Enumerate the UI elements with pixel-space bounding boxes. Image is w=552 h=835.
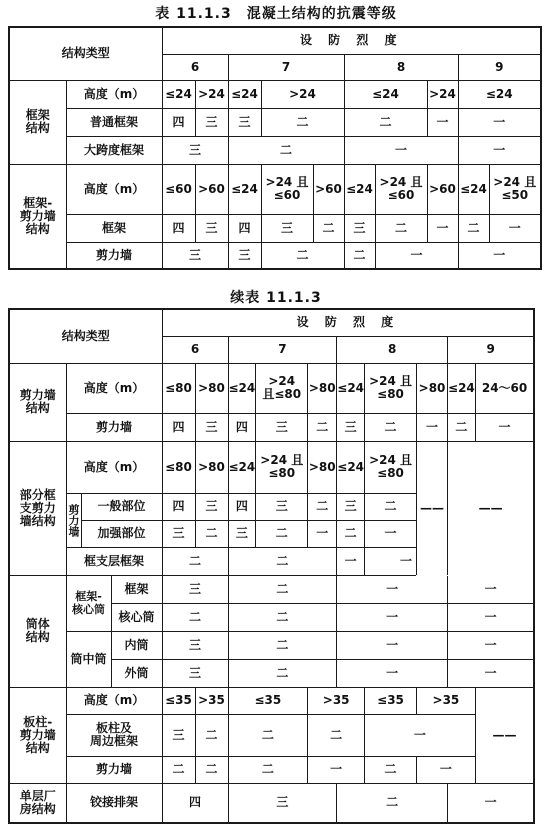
cell: 三 [228, 520, 256, 547]
degree-6: 6 [162, 336, 228, 363]
cell: 一 [365, 547, 448, 575]
row-label-general: 一般部位 [81, 493, 162, 520]
table1-title: 表 11.1.3 混凝土结构的抗震等级 [155, 6, 397, 22]
cell: ≤24 [337, 441, 365, 493]
cell: 一 [337, 603, 448, 631]
cell: 二 [344, 108, 427, 136]
dash-9: —— [475, 687, 534, 783]
cell: 三 [195, 108, 228, 136]
cell: 四 [162, 493, 195, 520]
cell: ≤24 [228, 441, 256, 493]
cell: 一 [375, 242, 458, 269]
cell: >24 且≤80 [256, 363, 308, 413]
cell: 二 [162, 756, 195, 783]
cell: 四 [162, 783, 228, 823]
row-label-height: 高度（m） [66, 80, 162, 108]
cell: ≤60 [162, 164, 195, 214]
cell: >24 且 ≤80 [256, 441, 308, 493]
label-frame-core: 框架- 核心筒 [66, 575, 111, 631]
group-tube: 筒体 结构 [9, 575, 66, 687]
cell: 二 [256, 520, 308, 547]
dash-9: —— [448, 441, 535, 575]
cell: >24 [261, 80, 344, 108]
cell: 二 [228, 756, 308, 783]
cell: 二 [228, 136, 344, 164]
cell: 二 [365, 413, 417, 441]
row-label-strengthened: 加强部位 [81, 520, 162, 547]
cell: 二 [195, 520, 228, 547]
row-label-shear-wall: 剪力墙 [66, 413, 162, 441]
degree-9: 9 [448, 336, 535, 363]
cell: 一 [337, 575, 448, 603]
cell: 一 [448, 575, 535, 603]
cell: >35 [195, 687, 228, 714]
dash-8: —— [417, 441, 448, 575]
row-label-frame: 框架 [111, 575, 162, 603]
cell: 三 [195, 214, 228, 242]
cell: 一 [489, 214, 541, 242]
cell: 三 [162, 714, 195, 756]
cell: 三 [337, 493, 365, 520]
row-label-hinged-bent: 铰接排架 [66, 783, 162, 823]
cell: 一 [448, 659, 535, 687]
cell: 二 [228, 547, 337, 575]
cell: ≤80 [162, 363, 195, 413]
cell: 二 [365, 493, 417, 520]
row-label-inner-tube: 内筒 [111, 631, 162, 659]
cell: 一 [475, 413, 534, 441]
cell: 一 [337, 547, 365, 575]
cell: >60 [427, 164, 458, 214]
cell: 二 [228, 659, 337, 687]
cell: ≤35 [162, 687, 195, 714]
cell: 一 [458, 108, 541, 136]
cell: 一 [308, 520, 337, 547]
cell: 三 [228, 242, 261, 269]
cell: 二 [195, 714, 228, 756]
row-label-slab-frame: 板柱及 周边框架 [66, 714, 162, 756]
cell: 二 [261, 108, 344, 136]
row-label-ordinary-frame: 普通框架 [66, 108, 162, 136]
cell: 一 [448, 603, 535, 631]
cell: ≤24 [344, 80, 427, 108]
header-intensity: 设 防 烈 度 [162, 309, 534, 336]
table2-title: 续表 11.1.3 [230, 290, 322, 306]
cell: >80 [195, 441, 228, 493]
cell: 一 [458, 242, 541, 269]
degree-7: 7 [228, 54, 344, 80]
cell: 二 [228, 714, 308, 756]
cell: 三 [195, 413, 228, 441]
cell: 24～60 [475, 363, 534, 413]
cell: 三 [162, 575, 228, 603]
cell: >24 且 ≤80 [365, 441, 417, 493]
cell: >24 且 ≤50 [489, 164, 541, 214]
cell: 四 [162, 108, 195, 136]
cell: 三 [162, 631, 228, 659]
cell: 二 [162, 547, 228, 575]
group-shear-wall-sub: 剪力墙 [66, 493, 81, 547]
cell: 一 [417, 413, 448, 441]
group-shear-wall: 剪力墙 结构 [9, 363, 66, 441]
cell: >60 [195, 164, 228, 214]
cell: 一 [337, 631, 448, 659]
cell: 二 [313, 214, 344, 242]
cell: >24 且 ≤60 [375, 164, 427, 214]
cell: ≤24 [162, 80, 195, 108]
cell: 一 [337, 659, 448, 687]
cell: 三 [261, 214, 313, 242]
cell: 四 [162, 214, 195, 242]
group-frame-wall: 框架- 剪力墙 结构 [9, 164, 66, 269]
row-label-height: 高度（m） [66, 363, 162, 413]
cell: 四 [228, 493, 256, 520]
cell: 二 [162, 603, 228, 631]
cell: 二 [308, 493, 337, 520]
group-slab-column: 板柱- 剪力墙 结构 [9, 687, 66, 783]
cell: ≤24 [228, 80, 261, 108]
cell: 一 [417, 756, 476, 783]
cell: 四 [228, 214, 261, 242]
cell: 一 [365, 714, 476, 756]
group-partial-frame-supported: 部分框 支剪力 墙结构 [9, 441, 66, 575]
cell: ≤35 [365, 687, 417, 714]
cell: 一 [458, 136, 541, 164]
cell: 二 [261, 242, 344, 269]
cell: ≤24 [448, 363, 476, 413]
cell: 三 [162, 659, 228, 687]
cell: 三 [256, 413, 308, 441]
cell: 一 [427, 214, 458, 242]
cell: >35 [308, 687, 365, 714]
cell: 二 [375, 214, 427, 242]
cell: >80 [417, 363, 448, 413]
cell: 二 [365, 756, 417, 783]
group-single-storey: 单层厂 房结构 [9, 783, 66, 823]
cell: >24 [427, 80, 458, 108]
cell: 一 [344, 136, 458, 164]
cell: 二 [458, 214, 489, 242]
degree-6: 6 [162, 54, 228, 80]
header-structure-type: 结构类型 [9, 309, 162, 363]
degree-8: 8 [337, 336, 448, 363]
row-label-height: 高度（m） [66, 687, 162, 714]
cell: >35 [417, 687, 476, 714]
cell: >24 且 ≤60 [261, 164, 313, 214]
header-intensity: 设 防 烈 度 [162, 27, 541, 54]
cell: ≤24 [228, 164, 261, 214]
row-label-outer-tube: 外筒 [111, 659, 162, 687]
cell: 三 [256, 493, 308, 520]
cell: 二 [228, 575, 337, 603]
cell: 二 [308, 714, 365, 756]
cell: ≤24 [458, 80, 541, 108]
row-label-longspan-frame: 大跨度框架 [66, 136, 162, 164]
degree-9: 9 [458, 54, 541, 80]
cell: >60 [313, 164, 344, 214]
seismic-grade-table [8, 26, 542, 270]
row-label-frame: 框架 [66, 214, 162, 242]
row-label-transfer-frame: 框支层框架 [66, 547, 162, 575]
cell: >24 且 ≤80 [365, 363, 417, 413]
cell: 一 [308, 756, 365, 783]
cell: 一 [427, 108, 458, 136]
cell: 一 [448, 783, 535, 823]
cell: 三 [162, 520, 195, 547]
cell: 二 [308, 413, 337, 441]
cell: ≤24 [344, 164, 375, 214]
cell: 二 [448, 413, 476, 441]
cell: 一 [365, 520, 417, 547]
cell: >80 [308, 441, 337, 493]
cell: 二 [195, 756, 228, 783]
row-label-height: 高度（m） [66, 164, 162, 214]
row-label-core-tube: 核心筒 [111, 603, 162, 631]
cell: 一 [448, 631, 535, 659]
cell: 二 [228, 603, 337, 631]
cell: ≤35 [228, 687, 308, 714]
cell: >24 [195, 80, 228, 108]
cell: ≤24 [228, 363, 256, 413]
cell: 三 [228, 783, 337, 823]
cell: 二 [228, 631, 337, 659]
cell: ≤80 [162, 441, 195, 493]
row-label-shear-wall: 剪力墙 [66, 756, 162, 783]
cell: 三 [195, 493, 228, 520]
cell: 四 [228, 413, 256, 441]
row-label-shear-wall: 剪力墙 [66, 242, 162, 269]
header-structure-type: 结构类型 [9, 27, 162, 80]
cell: 三 [337, 413, 365, 441]
cell: 四 [162, 413, 195, 441]
degree-7: 7 [228, 336, 337, 363]
label-tube-in-tube: 筒中筒 [66, 631, 111, 687]
cell: 三 [228, 108, 261, 136]
cell: >80 [308, 363, 337, 413]
cell: 三 [344, 214, 375, 242]
cell: 三 [162, 136, 228, 164]
seismic-grade-table-continued [8, 308, 535, 824]
cell: 二 [337, 783, 448, 823]
degree-8: 8 [344, 54, 458, 80]
cell: 二 [337, 520, 365, 547]
group-frame: 框架 结构 [9, 80, 66, 164]
cell: ≤24 [337, 363, 365, 413]
cell: ≤24 [458, 164, 489, 214]
cell: 三 [162, 242, 228, 269]
cell: >80 [195, 363, 228, 413]
cell: 二 [344, 242, 375, 269]
row-label-height: 高度（m） [66, 441, 162, 493]
